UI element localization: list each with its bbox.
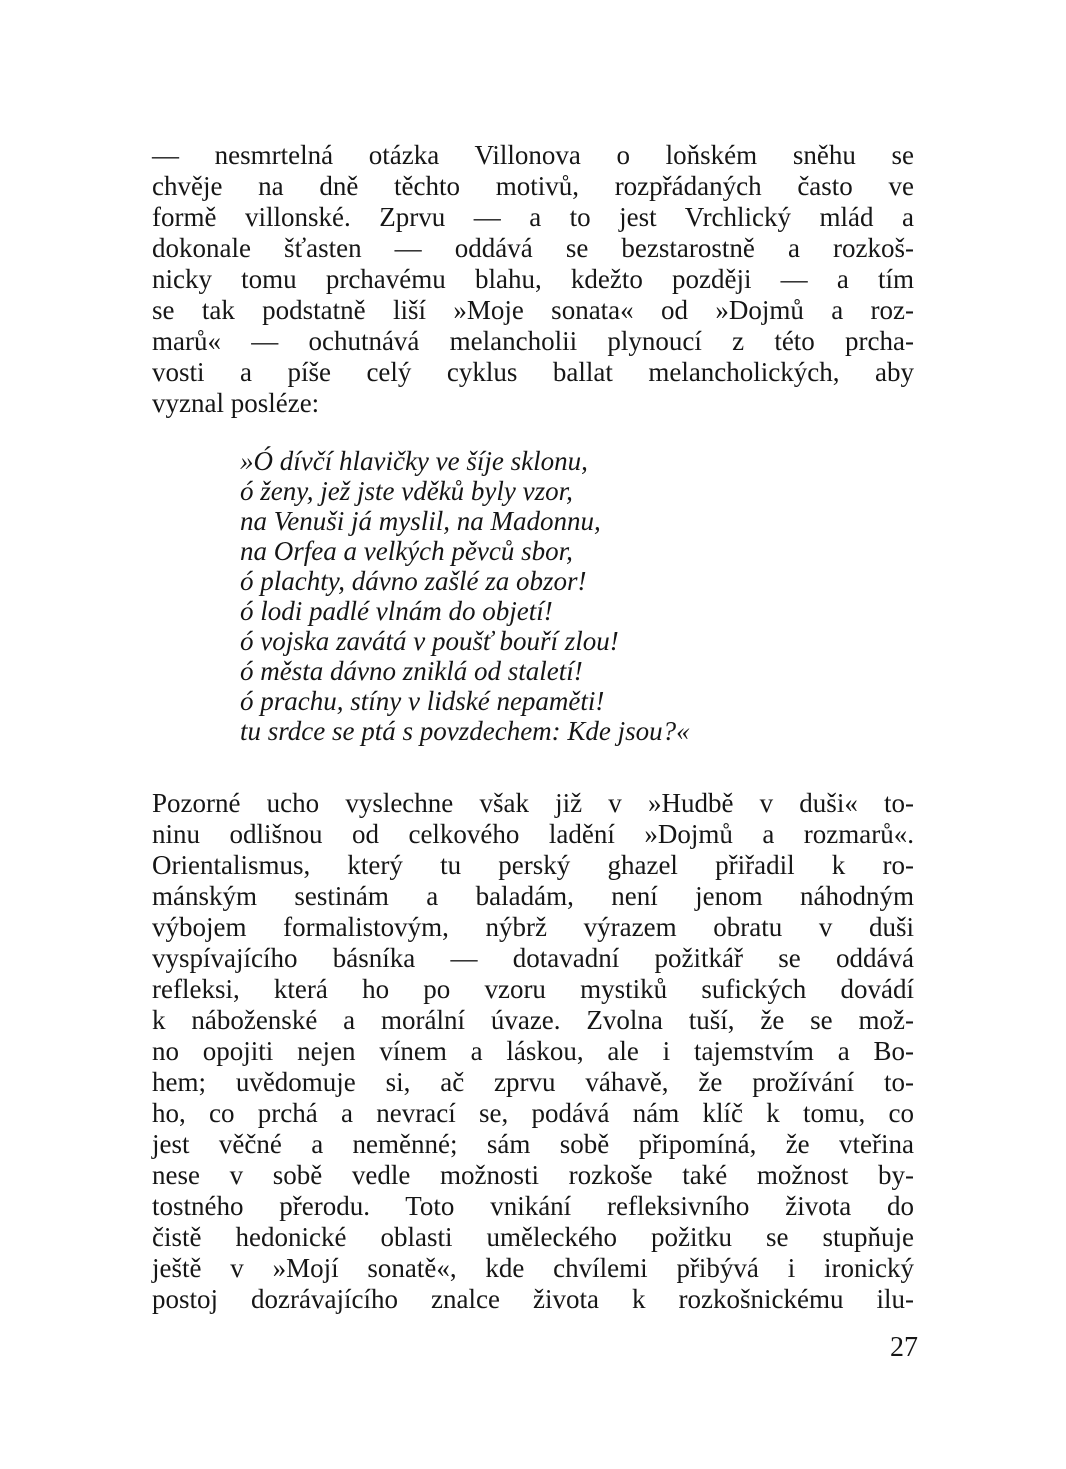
text-line: chvěje na dně těchto motivů, rozpřádaných často ve xyxy=(152,171,914,201)
poem-line: tu srdce se ptá s povzdechem: Kde jsou?« xyxy=(240,716,690,746)
text-line: tostného přerodu. Toto vnikání refleksivního života do xyxy=(152,1191,914,1221)
poem-line: ó plachty, dávno zašlé za obzor! xyxy=(240,566,587,596)
text-line: vyznal posléze: xyxy=(152,388,320,418)
text-line: dokonale šťasten — oddává se bezstarostně a rozkoš- xyxy=(152,233,914,263)
text-line: no opojiti nejen vínem a láskou, ale i tajemstvím a Bo- xyxy=(152,1036,914,1066)
text-line: ninu odlišnou od celkového ladění »Dojmů a rozmarů«. xyxy=(152,819,914,849)
text-line: marů« — ochutnává melancholii plynoucí z této prcha- xyxy=(152,326,914,356)
text-line: ho, co prchá a nevrací se, podává nám klíč k tomu, co xyxy=(152,1098,914,1128)
text-line: k náboženské a morální úvaze. Zvolna tuší, že se mož- xyxy=(152,1005,914,1035)
text-line: refleksi, která ho po vzoru mystiků sufických dovádí xyxy=(152,974,914,1004)
poem-line: ó prachu, stíny v lidské nepaměti! xyxy=(240,686,605,716)
poem-line: ó vojska zavátá v poušť bouří zlou! xyxy=(240,626,619,656)
text-line: Orientalismus, který tu perský ghazel přiřadil k ro- xyxy=(152,850,914,880)
text-line: vyspívajícího básníka — dotavadní požitkář se oddává xyxy=(152,943,914,973)
poem-line: na Venuši já myslil, na Madonnu, xyxy=(240,506,601,536)
page-number: 27 xyxy=(890,1332,918,1363)
text-line: mánským sestinám a baladám, není jenom náhodným xyxy=(152,881,914,911)
paragraph-main xyxy=(152,788,914,1315)
text-line: postoj dozrávajícího znalce života k rozkošnickému ilu- xyxy=(152,1284,914,1314)
text-line: hem; uvědomuje si, ač zprvu váhavě, že prožívání to- xyxy=(152,1067,914,1097)
text-line: jest věčné a neměnné; sám sobě připomíná, že vteřina xyxy=(152,1129,914,1159)
text-line: výbojem formalistovým, nýbrž výrazem obratu v duši xyxy=(152,912,914,942)
poem-quote xyxy=(240,446,840,746)
text-line: nicky tomu prchavému blahu, kdežto později — a tím xyxy=(152,264,914,294)
text-line: formě villonské. Zprvu — a to jest Vrchlický mlád a xyxy=(152,202,914,232)
text-line: Pozorné ucho vyslechne však již v »Hudbě v duši« to- xyxy=(152,788,914,818)
text-line: čistě hedonické oblasti uměleckého požitku se stupňuje xyxy=(152,1222,914,1252)
paragraph-intro xyxy=(152,140,914,419)
poem-line: »Ó dívčí hlavičky ve šíje sklonu, xyxy=(240,446,588,476)
poem-line: ó ženy, jež jste vděků byly vzor, xyxy=(240,476,573,506)
text-line: ještě v »Mojí sonatě«, kde chvílemi přibývá i ironický xyxy=(152,1253,914,1283)
text-line: nese v sobě vedle možnosti rozkoše také možnost by- xyxy=(152,1160,914,1190)
poem-line: na Orfea a velkých pěvců sbor, xyxy=(240,536,573,566)
text-line: vosti a píše celý cyklus ballat melancholických, aby xyxy=(152,357,914,387)
text-line: — nesmrtelná otázka Villonova o loňském sněhu se xyxy=(152,140,914,170)
text-line: se tak podstatně liší »Moje sonata« od »Dojmů a roz- xyxy=(152,295,914,325)
poem-line: ó lodi padlé vlnám do objetí! xyxy=(240,596,553,626)
poem-line: ó města dávno zniklá od staletí! xyxy=(240,656,583,686)
